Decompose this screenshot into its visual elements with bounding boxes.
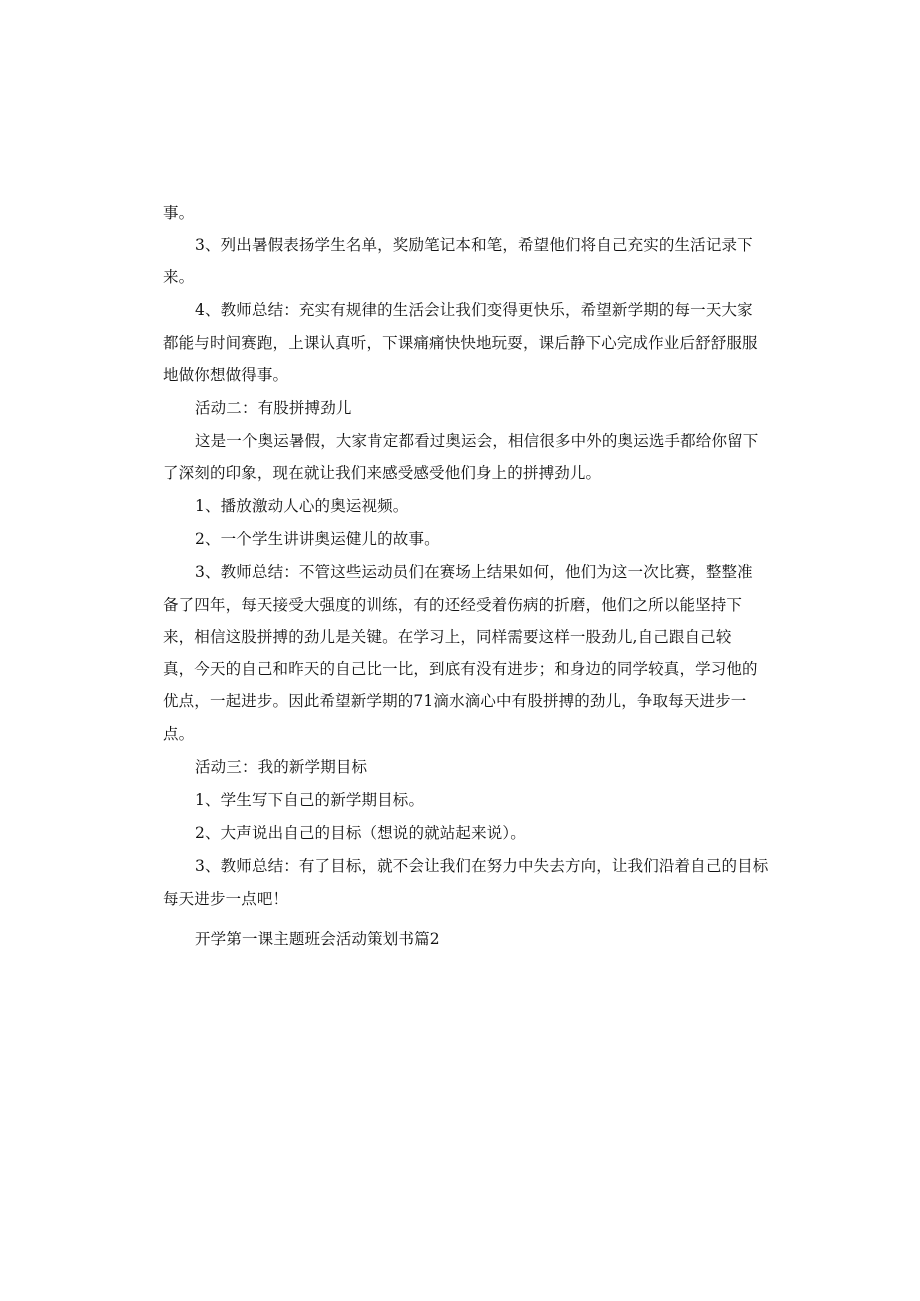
text-line: 1、学生写下自己的新学期目标。 — [195, 791, 425, 809]
text-line: 4、教师总结：充实有规律的生活会让我们变得更快乐，希望新学期的每一天大家 — [195, 301, 753, 319]
section-heading: 活动三：我的新学期目标 — [195, 758, 368, 776]
text-line: 2、大声说出自己的目标（想说的就站起来说）。 — [195, 824, 526, 842]
text-line: 3、列出暑假表扬学生名单，奖励笔记本和笔，希望他们将自己充实的生活记录下 — [195, 236, 753, 254]
text-line: 2、一个学生讲讲奥运健儿的故事。 — [195, 530, 440, 548]
document-title: 开学第一课主题班会活动策划书篇2 — [195, 930, 440, 948]
text-line: 3、教师总结：有了目标，就不会让我们在努力中失去方向，让我们沿着自己的目标 — [195, 857, 769, 875]
text-line: 1、播放激动人心的奥运视频。 — [195, 497, 409, 515]
text-line: 事。 — [163, 204, 195, 222]
text-line: 3、教师总结：不管这些运动员们在赛场上结果如何，他们为这一次比赛，整整准 — [195, 563, 753, 581]
text-line: 备了四年，每天接受大强度的训练，有的还经受着伤病的折磨，他们之所以能坚持下 — [163, 596, 743, 614]
text-line: 每天进步一点吧！ — [163, 890, 289, 908]
section-heading: 活动二：有股拼搏劲儿 — [195, 399, 352, 417]
text-line: 这是一个奥运暑假，大家肯定都看过奥运会，相信很多中外的奥运选手都给你留下 — [195, 432, 759, 450]
text-line: 地做你想做得事。 — [163, 366, 289, 384]
text-line: 了深刻的印象，现在就让我们来感受感受他们身上的拼搏劲儿。 — [163, 464, 602, 482]
text-line: 优点，一起进步。因此希望新学期的71滴水滴心中有股拼搏的劲儿，争取每天进步一 — [163, 692, 747, 710]
text-line: 点。 — [163, 725, 195, 743]
text-line: 来。 — [163, 268, 195, 286]
text-line: 都能与时间赛跑，上课认真听，下课痛痛快快地玩耍，课后静下心完成作业后舒舒服服 — [163, 334, 758, 352]
text-line: 真，今天的自己和昨天的自己比一比，到底有没有进步；和身边的同学较真，学习他的 — [163, 660, 758, 678]
text-line: 来，相信这股拼搏的劲儿是关键。在学习上，同样需要这样一股劲儿,自己跟自己较 — [163, 628, 732, 646]
